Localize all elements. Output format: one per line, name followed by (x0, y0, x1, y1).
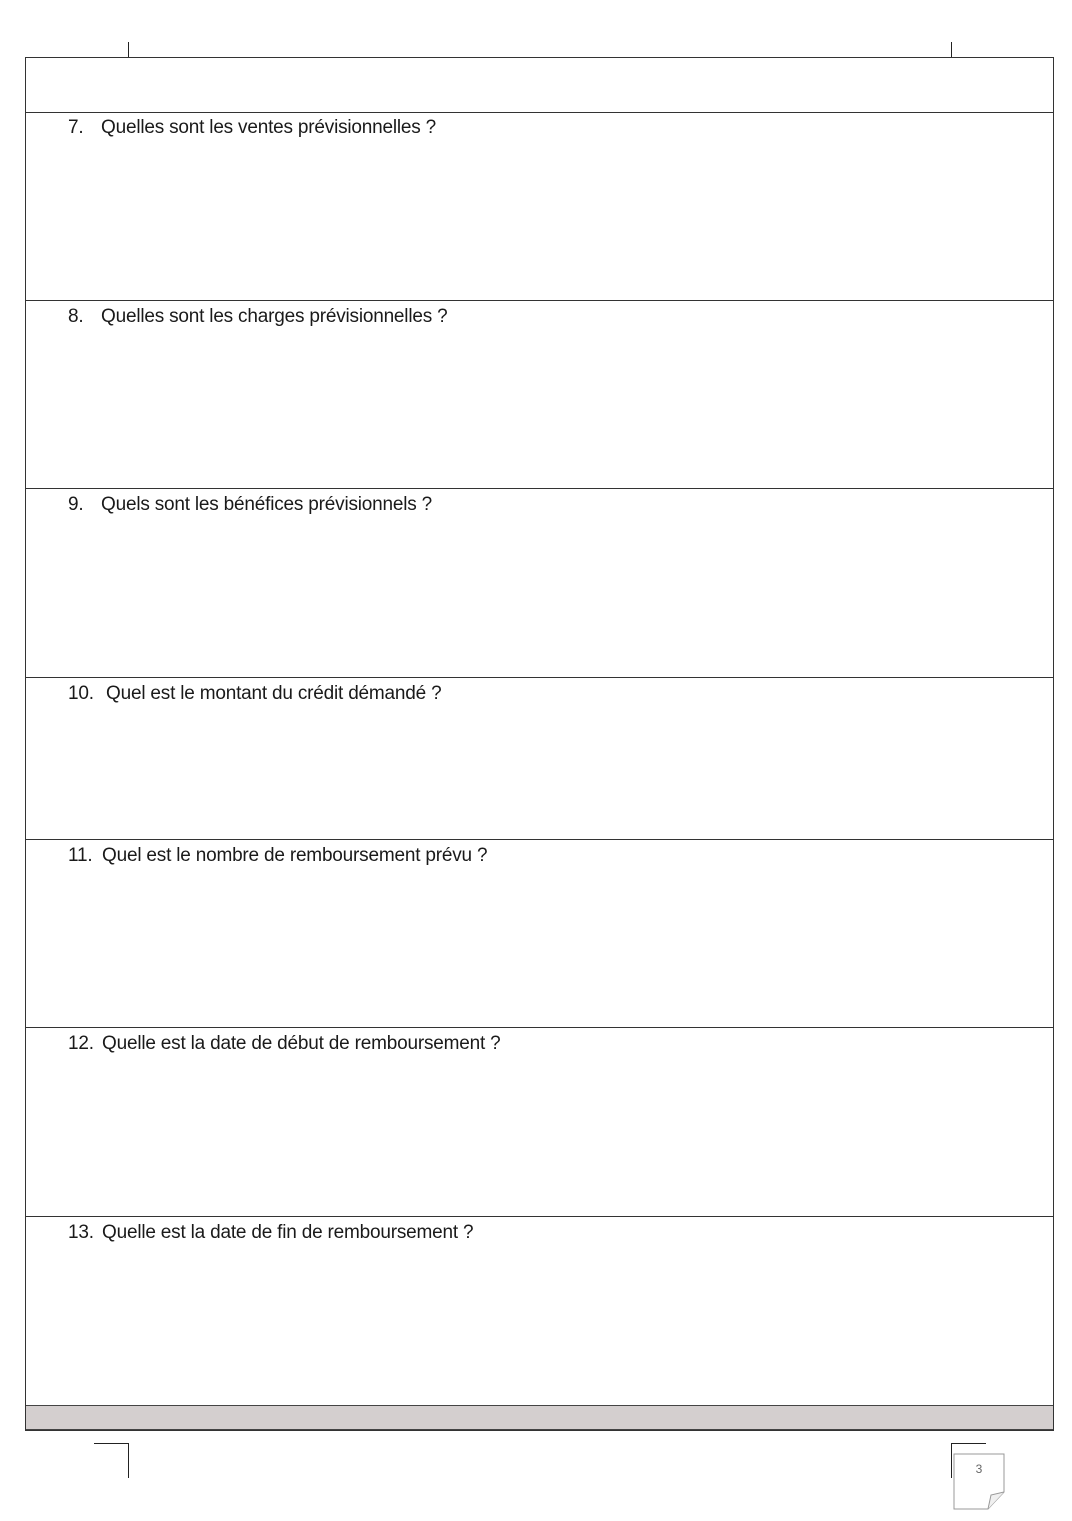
question-text: Quel est le montant du crédit démandé ? (106, 683, 442, 704)
question-label (68, 845, 487, 867)
question-text: Quelle est la date de fin de remboursement ? (102, 1222, 474, 1243)
question-row-9[interactable] (26, 489, 1053, 678)
question-row-10[interactable] (26, 678, 1053, 840)
question-number: 9. (68, 494, 84, 515)
question-row-7[interactable] (26, 112, 1053, 301)
question-label (68, 306, 447, 328)
form-footer-bar (26, 1405, 1053, 1430)
question-label (68, 1222, 473, 1244)
question-text: Quels sont les bénéfices prévisionnels ? (101, 494, 433, 515)
question-text: Quelles sont les ventes prévisionnelles ? (101, 117, 437, 138)
question-text: Quelles sont les charges prévisionnelles ? (101, 306, 448, 327)
question-row-12[interactable] (26, 1028, 1053, 1217)
question-label (68, 117, 436, 139)
questionnaire-form (25, 57, 1054, 1431)
crop-mark-bottom-left (94, 1443, 129, 1478)
question-number: 13. (68, 1222, 94, 1243)
question-label (68, 683, 441, 705)
question-number: 10. (68, 683, 94, 704)
crop-mark-top-left (94, 42, 129, 58)
crop-mark-top-right (951, 42, 986, 58)
question-text: Quelle est la date de début de remboursement ? (102, 1033, 501, 1054)
question-text: Quel est le nombre de remboursement prévu ? (102, 845, 488, 866)
page-number: 3 (975, 1462, 983, 1476)
question-label (68, 494, 432, 516)
question-number: 11. (68, 845, 93, 866)
form-header-row (26, 58, 1053, 113)
question-label (68, 1033, 501, 1055)
question-row-11[interactable] (26, 840, 1053, 1028)
question-row-8[interactable] (26, 301, 1053, 489)
question-number: 8. (68, 306, 84, 327)
question-row-13[interactable] (26, 1217, 1053, 1405)
question-number: 7. (68, 117, 84, 138)
question-number: 12. (68, 1033, 94, 1054)
